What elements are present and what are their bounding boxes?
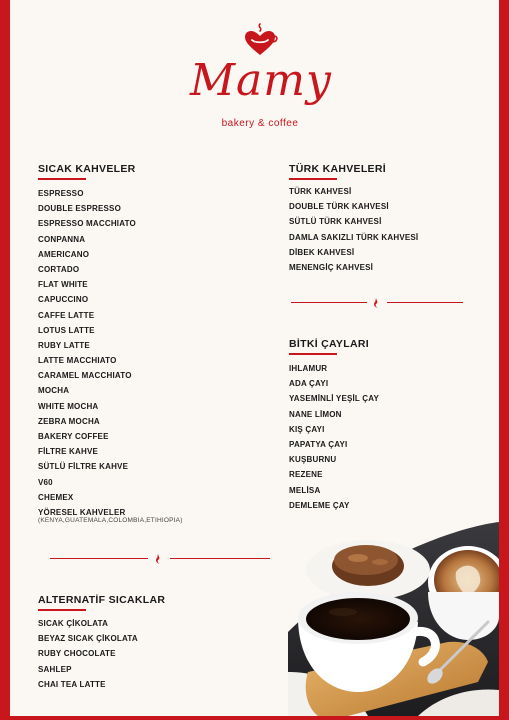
- section-rule-bitki: [289, 353, 337, 355]
- menu-item: CORTADO: [38, 264, 80, 274]
- menu-item: CARAMEL MACCHIATO: [38, 371, 132, 381]
- menu-item: YÖRESEL KAHVELER: [38, 507, 126, 517]
- menu-item: V60: [38, 477, 53, 487]
- menu-item: MENENGİÇ KAHVESİ: [289, 262, 374, 272]
- coffee-cups-photo: [288, 522, 499, 716]
- left-border: [0, 0, 10, 720]
- menu-item: YASEMİNLİ YEŞİL ÇAY: [289, 394, 380, 404]
- menu-item: TÜRK KAHVESİ: [289, 187, 352, 196]
- menu-item: CHEMEX: [38, 492, 74, 502]
- divider-right: [291, 296, 463, 308]
- list-bitki: [289, 361, 379, 513]
- section-title-sicak: SICAK KAHVELER: [38, 163, 136, 175]
- menu-item: MOCHA: [38, 386, 70, 396]
- menu-item: LOTUS LATTE: [38, 325, 95, 335]
- menu-item: SÜTLÜ FİLTRE KAHVE: [38, 462, 129, 472]
- menu-item: KIŞ ÇAYI: [289, 424, 325, 434]
- bottom-border: [0, 716, 509, 720]
- menu-item: CONPANNA: [38, 234, 86, 244]
- menu-item: ESPRESSO: [38, 189, 84, 198]
- menu-item: SAHLEP: [38, 664, 72, 674]
- flame-icon: [155, 552, 163, 564]
- list-sicak: [38, 186, 136, 520]
- menu-item: KUŞBURNU: [289, 455, 337, 465]
- menu-item: MELİSA: [289, 485, 321, 495]
- menu-item: SICAK ÇİKOLATA: [38, 619, 109, 628]
- menu-item: FLAT WHITE: [38, 280, 88, 290]
- menu-item: WHITE MOCHA: [38, 401, 99, 411]
- regional-coffee-note: (KENYA,GUATEMALA,COLOMBIA,ETIHIOPIA): [38, 517, 183, 524]
- menu-item: DOUBLE TÜRK KAHVESİ: [289, 202, 389, 212]
- list-alternatif: [38, 616, 138, 692]
- list-turk: [289, 184, 418, 275]
- flame-icon: [373, 296, 381, 308]
- brand-logo: [190, 22, 332, 129]
- menu-item: ZEBRA MOCHA: [38, 416, 100, 426]
- menu-item: DAMLA SAKIZLI TÜRK KAHVESİ: [289, 232, 419, 242]
- menu-item: IHLAMUR: [289, 364, 328, 373]
- menu-item: AMERICANO: [38, 249, 90, 259]
- menu-item: RUBY LATTE: [38, 340, 90, 350]
- menu-item: CHAI TEA LATTE: [38, 679, 106, 689]
- menu-item: DEMLEME ÇAY: [289, 500, 350, 510]
- menu-item: BEYAZ SICAK ÇİKOLATA: [38, 634, 138, 644]
- menu-item: CAPUCCINO: [38, 295, 89, 305]
- section-rule-alternatif: [38, 609, 86, 611]
- menu-item: FİLTRE KAHVE: [38, 447, 99, 457]
- menu-item: CAFFE LATTE: [38, 310, 95, 320]
- divider-left: [50, 552, 270, 564]
- right-border: [499, 0, 509, 720]
- menu-item: REZENE: [289, 470, 323, 480]
- heart-cup-icon: [240, 22, 280, 58]
- menu-item: BAKERY COFFEE: [38, 432, 109, 441]
- menu-item: RUBY CHOCOLATE: [38, 649, 116, 659]
- section-title-alternatif: ALTERNATİF SICAKLAR: [38, 594, 166, 606]
- brand-name: Mamy: [190, 55, 332, 106]
- menu-item: NANE LİMON: [289, 409, 342, 419]
- section-title-bitki: BİTKİ ÇAYLARI: [289, 338, 369, 350]
- section-title-turk: TÜRK KAHVELERİ: [289, 163, 386, 175]
- section-rule-turk: [289, 178, 337, 180]
- menu-item: ESPRESSO MACCHIATO: [38, 219, 136, 229]
- menu-item: DOUBLE ESPRESSO: [38, 204, 122, 214]
- menu-item: PAPATYA ÇAYI: [289, 439, 348, 449]
- brand-tagline: bakery & coffee: [221, 118, 299, 129]
- menu-item: ADA ÇAYI: [289, 379, 329, 389]
- menu-item: DİBEK KAHVESİ: [289, 247, 355, 257]
- menu-item: SÜTLÜ TÜRK KAHVESİ: [289, 217, 382, 227]
- menu-item: LATTE MACCHIATO: [38, 356, 117, 366]
- section-rule-sicak: [38, 178, 86, 180]
